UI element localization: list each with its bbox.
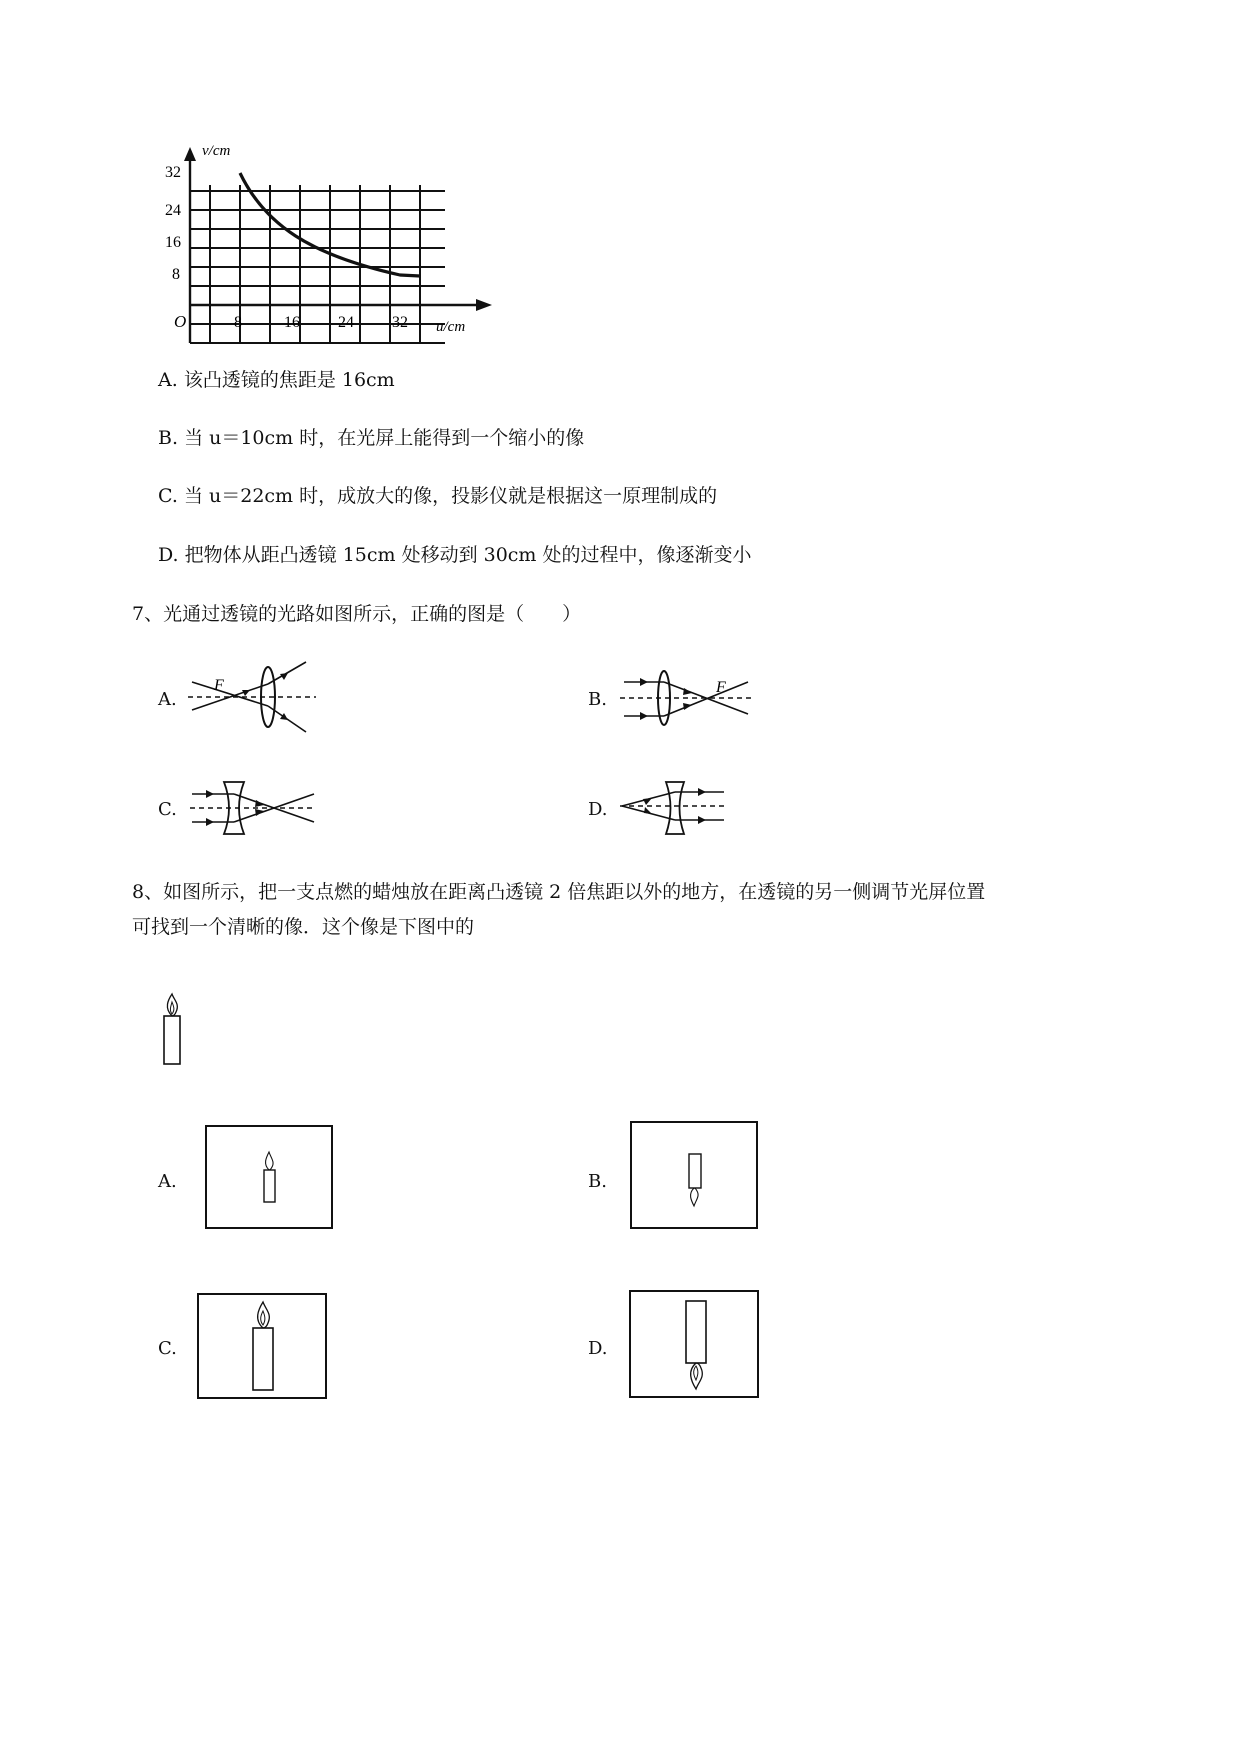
focus-label: F bbox=[214, 677, 224, 694]
candle-object bbox=[158, 990, 188, 1068]
q8-option-b-screen[interactable] bbox=[629, 1120, 759, 1230]
focus-label: F bbox=[716, 679, 726, 696]
q8-option-d-label[interactable]: D. bbox=[588, 1338, 608, 1359]
y-tick-label: 32 bbox=[165, 164, 181, 181]
origin-label: O bbox=[174, 312, 187, 331]
candle-image bbox=[686, 1301, 706, 1363]
q6-option-c[interactable] bbox=[158, 482, 717, 510]
x-tick-label: 24 bbox=[338, 314, 354, 331]
q7-option-c-label[interactable]: C. bbox=[158, 799, 177, 820]
q7-stem: 7、光通过透镜的光路如图所示，正确的图是（ ） bbox=[132, 603, 582, 625]
candle-image bbox=[689, 1154, 701, 1188]
q8-option-a-screen[interactable] bbox=[204, 1124, 334, 1230]
q8-option-d-screen[interactable] bbox=[628, 1289, 760, 1399]
q6-option-a[interactable] bbox=[158, 366, 395, 394]
q8-option-b-label[interactable]: B. bbox=[588, 1171, 607, 1192]
q7-option-b-diagram[interactable] bbox=[620, 668, 755, 728]
y-tick-label: 24 bbox=[165, 202, 181, 219]
option-text: 把物体从距凸透镜 15cm 处移动到 30cm 处的过程中，像逐渐变小 bbox=[184, 544, 752, 566]
q7-option-d-label[interactable]: D. bbox=[588, 799, 608, 820]
x-axis-label: u/cm bbox=[436, 319, 466, 335]
y-axis-arrow bbox=[184, 147, 196, 161]
option-label: D. bbox=[158, 544, 179, 566]
concave-lens-icon bbox=[666, 782, 684, 834]
q7-option-a-label[interactable]: A. bbox=[158, 689, 177, 710]
option-label: B. bbox=[158, 427, 179, 449]
x-tick-label: 8 bbox=[234, 314, 242, 331]
q8-stem-line2: 可找到一个清晰的像．这个像是下图中的 bbox=[132, 916, 475, 938]
option-label: C. bbox=[158, 485, 178, 507]
candle-image bbox=[253, 1328, 273, 1390]
q8-stem-line1: 8、如图所示，把一支点燃的蜡烛放在距离凸透镜 2 倍焦距以外的地方，在透镜的另一侧调节光屏位置 bbox=[132, 881, 986, 903]
candle-image bbox=[264, 1170, 275, 1202]
q7-option-d-diagram[interactable] bbox=[620, 778, 730, 838]
q6-option-d[interactable] bbox=[158, 541, 752, 569]
q8-option-a-label[interactable]: A. bbox=[158, 1171, 177, 1192]
q8-option-c-screen[interactable] bbox=[196, 1292, 328, 1400]
q6-option-b[interactable] bbox=[158, 424, 584, 452]
y-tick-label: 8 bbox=[172, 266, 180, 283]
x-tick-label: 16 bbox=[284, 314, 300, 331]
option-text: 当 u＝22cm 时，成放大的像，投影仪就是根据这一原理制成的 bbox=[183, 485, 718, 507]
option-label: A. bbox=[158, 369, 178, 391]
x-axis-arrow bbox=[476, 299, 492, 311]
q8-option-c-label[interactable]: C. bbox=[158, 1338, 177, 1359]
x-tick-label: 32 bbox=[392, 314, 408, 331]
q7-option-c-diagram[interactable] bbox=[190, 778, 320, 838]
y-axis-label: v/cm bbox=[202, 143, 231, 159]
option-text: 当 u＝10cm 时，在光屏上能得到一个缩小的像 bbox=[184, 427, 585, 449]
q7-option-b-label[interactable]: B. bbox=[588, 689, 607, 710]
y-tick-label: 16 bbox=[165, 234, 181, 251]
v-u-graph bbox=[165, 143, 530, 370]
option-text: 该凸透镜的焦距是 16cm bbox=[183, 369, 395, 391]
q7-option-a-diagram[interactable] bbox=[188, 660, 318, 735]
